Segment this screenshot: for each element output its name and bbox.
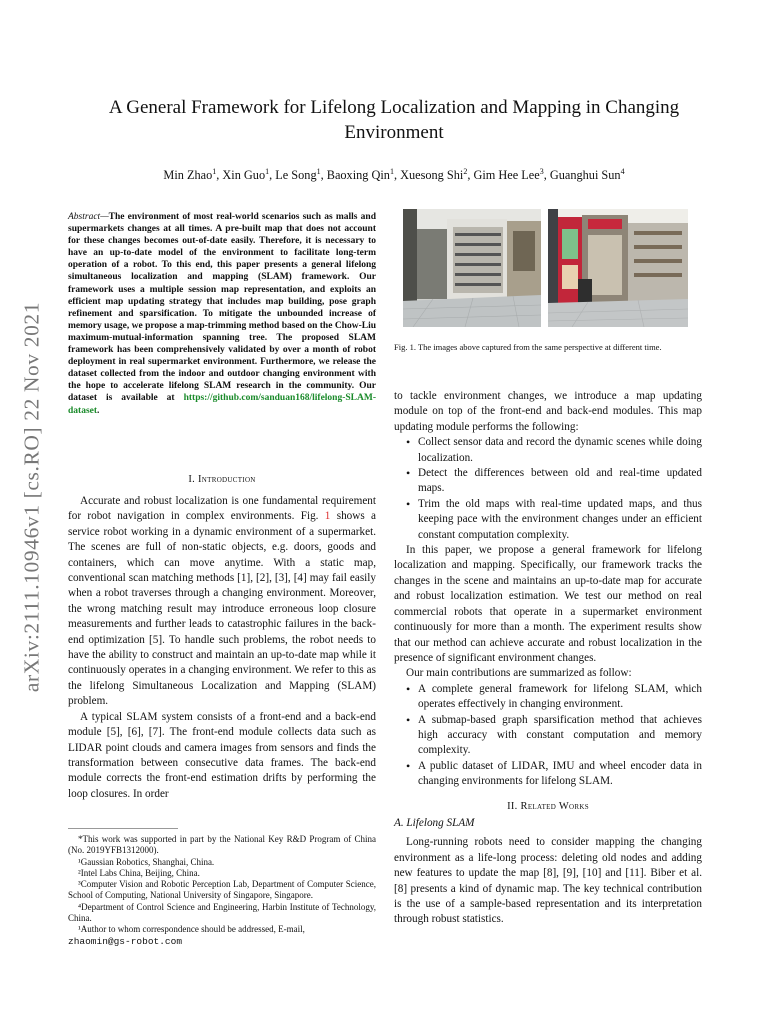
arxiv-stamp xyxy=(14,262,50,732)
figure-1 xyxy=(403,209,688,327)
right-paragraph-1: to tackle environment changes, we introduce a map updating module on top of the front-end and back-end modules. This map updating module performs the following: xyxy=(394,390,702,433)
intro-p1-a: Accurate and robust localization is one fundamental requirement for robot navigation in complex environments. Fig. xyxy=(68,495,376,523)
dataset-link[interactable]: https://github.com/sanduan168/lifelong-SLAM-dataset xyxy=(68,393,376,416)
author-affiliation: 1 xyxy=(316,167,321,176)
list-item: • Trim the old maps with real-time updated maps, and thus keeping pace with the environment changes under an efficient constant computation complexity. xyxy=(418,497,702,543)
footnote: ³Computer Vision and Robotic Perception Lab, Department of Computer Science, School of Computing, National University of Singapore, Singapore. xyxy=(68,879,376,901)
abstract-text: The environment of most real-world scenarios such as malls and supermarkets changes at all times. A pre-built map that does not account for these changes becomes out-of-date easily. Therefore, it is necessary to have an up-to-date model of the environment to facilitate long-term operation of a robot. To this end, this paper presents a general lifelong simultaneous localization and mapping (SLAM) framework. Our framework uses a multiple session map representation, and exploits an efficient map updating strategy that includes map building, pose graph refinement and sparsification. To mitigate the unbounded increase of memory usage, we propose a map-trimming method based on the Chow-Liu maximum-mutual-information spanning tree. The proposed SLAM framework has been comprehensively validated by over a month of robot deployment in real supermarket environment. Furthermore, we release the dataset collected from the indoor and outdoor changing environment with the hope to accelerate lifelong SLAM research in the community. Our dataset is available at xyxy=(68,212,376,404)
fig-ref-link[interactable]: 1 xyxy=(324,510,331,523)
author-name: Le Song xyxy=(275,168,317,183)
intro-paragraph-1 xyxy=(68,494,376,710)
list-item: • A submap-based graph sparsification method that achieves high accuracy with constant computation and memory complexity. xyxy=(418,713,702,759)
paper-title: A General Framework for Lifelong Localization and Mapping in Changing Environment xyxy=(108,97,680,143)
author-name: Xin Guo xyxy=(222,168,266,183)
related-heading: Related Works xyxy=(520,800,589,812)
list-item: • Detect the differences between old and real-time updated maps. xyxy=(418,466,702,497)
author-name: Guanghui Sun xyxy=(549,168,621,183)
author-name: Min Zhao xyxy=(163,168,213,183)
author-name: Xuesong Shi xyxy=(400,168,464,183)
footnote-rule xyxy=(68,828,178,829)
subsection-heading: A. Lifelong SLAM xyxy=(394,816,475,829)
figure-photo-right xyxy=(548,209,688,327)
right-paragraph-2: In this paper, we propose a general framework for lifelong localization and mapping. Specifically, our framework tracks the changes in the scene and maintains an up-to-date map for accurate and robust localization estimation. We test our method on real commercial robots that operate in a supermarket environment continuously for more than a month. The experiment results show that our method can achieve accurate and robust localization in the presence of significant environment changes. xyxy=(394,544,702,664)
right-paragraph-4: Long-running robots need to consider mapping the changing environment as a life-long process: deleting old nodes and adding new features to update the map [8], [9], [10] and [11]. Biber et al. [8] presents a kind of dynamic map. The key technical contribution is the use of a sample-based representation and its interpretation through robust statistics. xyxy=(394,836,702,926)
footnote: ¹Gaussian Robotics, Shanghai, China. xyxy=(78,856,215,867)
author-affiliation: 1 xyxy=(265,167,270,176)
footnote: *This work was supported in part by the National Key R&D Program of China (No. 2019YFB1312000). xyxy=(68,834,376,856)
abstract-end: . xyxy=(97,405,100,416)
intro-section xyxy=(68,474,376,802)
list-item: • A public dataset of LIDAR, IMU and wheel encoder data in changing environments for lifelong SLAM. xyxy=(418,759,702,790)
update-steps-list xyxy=(394,435,702,543)
contact-email: zhaomin@gs-robot.com xyxy=(68,935,183,947)
intro-num: I. xyxy=(188,474,198,485)
intro-p1-b: shows a service robot working in a dynamic environment of a supermarket. The scenes are full of non-static objects, e.g. doors, goods and containers, which can move anytime. With a static map, conventional scan matching methods [1], [2], [3], [4] may fail easily when a robot traverses through a changing environment. Moreover, the wrong matching result may introduce erroneous loop closure measurements and further leads to catastrophic failures in the back-end optimization [5]. To handle such problems, the robot needs to have the ability to construct and maintain an up-to-date map while it continuously operates in a changing environment. We refer to this as the lifelong Simultaneous Localization and Mapping (SLAM) problem. xyxy=(68,510,376,708)
footnote: ⁴Department of Control Science and Engineering, Harbin Institute of Technology, China. xyxy=(68,901,376,924)
figure-caption: Fig. 1. The images above captured from the same perspective at different time. xyxy=(394,342,662,352)
footnotes xyxy=(68,834,376,947)
intro-heading: Introduction xyxy=(198,474,256,485)
footnote: ¹Author to whom correspondence should be addressed, E-mail, xyxy=(78,924,305,935)
author-affiliation: 2 xyxy=(463,167,468,176)
author-name: Gim Hee Lee xyxy=(473,168,540,183)
author-affiliation: 3 xyxy=(539,167,544,176)
list-item: • A complete general framework for lifelong SLAM, which operates effectively in changing environment. xyxy=(418,682,702,713)
abstract: Abstract—The environment of most real-world scenarios such as malls and supermarkets changes at all times. A pre-built map that does not account for these changes becomes out-of-date easily. Therefore, it is necessary to have an up-to-date model of the environment to facilitate long-term operation of a robot. To this end, this paper presents a general lifelong simultaneous localization and mapping (SLAM) framework. Our framework uses a multiple session map representation, and exploits an efficient map updating strategy that includes map building, pose graph refinement and sparsification. To mitigate the unbounded increase of memory usage, we propose a map-trimming method based on the Chow-Liu maximum-mutual-information spanning tree. The proposed SLAM framework has been comprehensively validated by over a month of robot deployment in real supermarket environment. Furthermore, we release the dataset collected from the indoor and outdoor changing environment with the hope to accelerate lifelong SLAM research in the community. Our dataset is available at https://github.com/sanduan168/lifelong-SLAM-dataset. xyxy=(68,212,376,416)
related-num: II. xyxy=(507,800,521,812)
section-heading-related xyxy=(394,799,702,814)
section-heading-intro xyxy=(68,474,376,485)
abstract-lead: Abstract xyxy=(68,212,101,222)
arxiv-stamp-text: arXiv:2111.10946v1 [cs.RO] 22 Nov 2021 xyxy=(19,301,44,693)
author-affiliation: 1 xyxy=(212,167,217,176)
figure-photo-left xyxy=(403,209,541,327)
author-affiliation: 1 xyxy=(389,167,394,176)
list-item: • Collect sensor data and record the dynamic scenes while doing localization. xyxy=(418,435,702,466)
author-list: Min Zhao$^1$, Xin Guo$^1$, Le Song$^1$, Baoxing Qin$^1$, Xuesong Shi$^2$, Gim Hee Lee$^3$, Guanghui Sun$^4$ xyxy=(163,167,625,183)
intro-paragraph-2: A typical SLAM system consists of a front-end and a back-end module [5], [6], [7]. The front-end module collects data such as LIDAR point clouds and camera images from sensors and finds the transformation between consecutive data frames. The back-end module corrects the front-end estimation drifts by performing the loop closures. In order xyxy=(68,710,376,800)
right-paragraph-3: Our main contributions are summarized as follow: xyxy=(406,667,632,680)
right-column xyxy=(394,389,702,928)
author-name: Baoxing Qin xyxy=(326,168,390,183)
contributions-list xyxy=(394,682,702,790)
footnote: ²Intel Labs China, Beijing, China. xyxy=(78,867,200,878)
author-affiliation: 4 xyxy=(620,167,625,176)
